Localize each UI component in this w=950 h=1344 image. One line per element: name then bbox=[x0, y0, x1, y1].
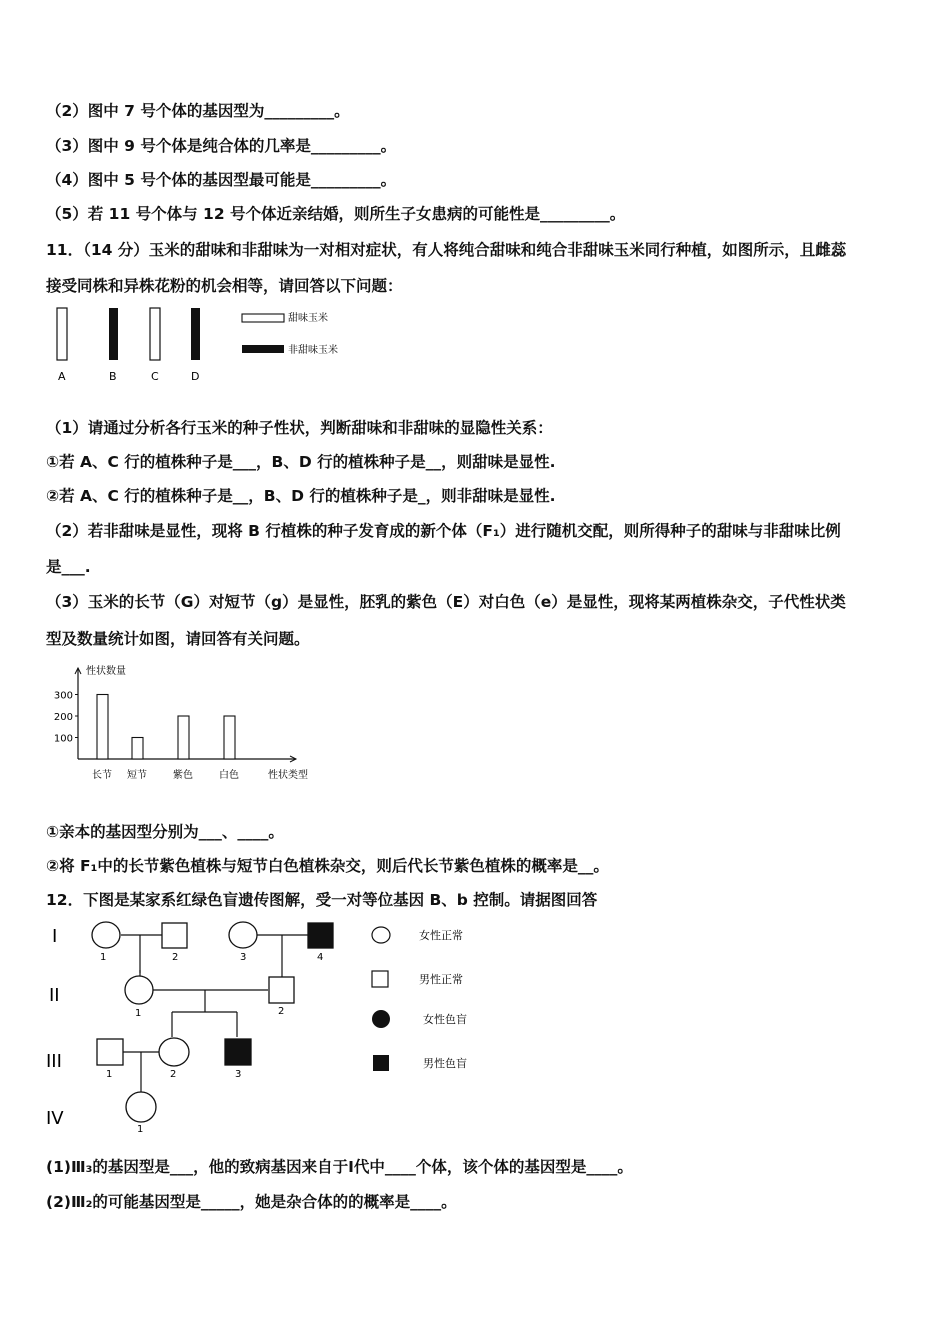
q12-part2: (2)Ⅲ₂的可能基因型是_____，她是杂合体的的概率是____。 bbox=[46, 1193, 457, 1211]
iv-1-number: 1 bbox=[137, 1124, 144, 1135]
iii-3-number: 3 bbox=[235, 1069, 242, 1080]
ii-1-female-normal bbox=[125, 976, 153, 1004]
q12-part1: (1)Ⅲ₃的基因型是___，他的致病基因来自于Ⅰ代中____个体，该个体的基因型是____。 bbox=[46, 1158, 633, 1176]
ii-2-number: 2 bbox=[278, 1006, 285, 1017]
i-3-number: 3 bbox=[240, 952, 247, 963]
iii-1-number: 1 bbox=[106, 1069, 113, 1080]
row-label-a: A bbox=[58, 370, 66, 383]
q11-part3-line1: （3）玉米的长节（G）对短节（g）是显性，胚乳的紫色（E）对白色（e）是显性，现将某两植株杂交，子代性状类 bbox=[46, 593, 846, 611]
legend-female-normal-label: 女性正常 bbox=[419, 929, 463, 942]
trait-count-chart bbox=[46, 660, 326, 790]
row-a-sweet bbox=[57, 308, 67, 360]
q11-part1-case2: ②若 A、C 行的植株种子是__，B、D 行的植株种子是_，则非甜味是显性. bbox=[46, 487, 556, 505]
row-d-nonsweet bbox=[191, 308, 200, 360]
iv-1-female-normal bbox=[126, 1092, 156, 1122]
q11-part1-case1: ①若 A、C 行的植株种子是___，B、D 行的植株种子是__，则甜味是显性. bbox=[46, 453, 556, 471]
chart-bar-2 bbox=[132, 738, 143, 760]
chart-xlabel: 性状类型 bbox=[268, 770, 308, 781]
generation-label-i: I bbox=[52, 926, 58, 947]
legend-male-colorblind-symbol bbox=[373, 1055, 389, 1071]
q12-stem: 12．下图是某家系红绿色盲遗传图解，受一对等位基因 B、b 控制。请据图回答 bbox=[46, 891, 598, 909]
legend-sweet-swatch bbox=[242, 314, 284, 322]
q11-part3-sub2: ②将 F₁中的长节紫色植株与短节白色植株杂交，则后代长节紫色植株的概率是__。 bbox=[46, 857, 609, 875]
iii-3-male-colorblind bbox=[225, 1039, 251, 1065]
q10-part2: （2）图中 7 号个体的基因型为_________。 bbox=[46, 102, 350, 120]
iii-2-female-normal bbox=[159, 1038, 189, 1066]
legend-female-colorblind-label: 女性色盲 bbox=[423, 1013, 467, 1026]
chart-y-tick-label: 300 bbox=[53, 690, 73, 702]
legend-nonsweet-label: 非甜味玉米 bbox=[288, 345, 338, 356]
q11-stem-line1: 11．（14 分）玉米的甜味和非甜味为一对相对症状，有人将纯合甜味和纯合非甜味玉米同行种植，如图所示，且雌蕊 bbox=[46, 241, 847, 259]
q10-part5: （5）若 11 号个体与 12 号个体近亲结婚，则所生子女患病的可能性是_________。 bbox=[46, 205, 626, 223]
legend-male-colorblind-label: 男性色盲 bbox=[423, 1057, 467, 1070]
legend-female-colorblind-symbol bbox=[372, 1010, 390, 1028]
chart-category-label: 长节 bbox=[92, 770, 112, 781]
i-1-female-normal bbox=[92, 922, 120, 948]
row-c-sweet bbox=[150, 308, 160, 360]
i-2-number: 2 bbox=[172, 952, 179, 963]
legend-female-normal-symbol bbox=[372, 927, 390, 943]
chart-ylabel: 性状数量 bbox=[86, 666, 126, 677]
q11-part3-sub1: ①亲本的基因型分别为___、____。 bbox=[46, 823, 284, 841]
q11-part2-line2: 是___. bbox=[46, 558, 91, 576]
row-b-nonsweet bbox=[109, 308, 118, 360]
field-figure bbox=[46, 300, 366, 390]
legend-nonsweet-swatch bbox=[242, 345, 284, 353]
q11-part3-line2: 型及数量统计如图，请回答有关问题。 bbox=[46, 630, 310, 648]
i-1-number: 1 bbox=[100, 952, 107, 963]
row-label-c: C bbox=[151, 370, 159, 383]
generation-label-iv: IV bbox=[46, 1108, 64, 1129]
q11-part2-line1: （2）若非甜味是显性，现将 B 行植株的种子发育成的新个体（F₁）进行随机交配，则所得种子的甜味与非甜味比例 bbox=[46, 522, 841, 540]
generation-label-ii: II bbox=[49, 985, 60, 1006]
iii-1-male-normal bbox=[97, 1039, 123, 1065]
ii-1-number: 1 bbox=[135, 1008, 142, 1019]
legend-sweet-label: 甜味玉米 bbox=[288, 313, 328, 324]
generation-label-iii: III bbox=[46, 1051, 62, 1072]
chart-bar-1 bbox=[97, 695, 108, 760]
pedigree-chart bbox=[40, 915, 500, 1140]
q10-part3: （3）图中 9 号个体是纯合体的几率是_________。 bbox=[46, 137, 397, 155]
chart-bar-4 bbox=[224, 716, 235, 759]
row-label-b: B bbox=[109, 370, 117, 383]
ii-2-male-normal bbox=[269, 977, 294, 1003]
q11-stem-line2: 接受同株和异株花粉的机会相等，请回答以下问题： bbox=[46, 277, 403, 295]
chart-y-tick-label: 200 bbox=[53, 712, 73, 723]
chart-category-label: 紫色 bbox=[173, 770, 193, 781]
i-3-female-normal bbox=[229, 922, 257, 948]
q10-part4: （4）图中 5 号个体的基因型最可能是_________。 bbox=[46, 171, 397, 189]
i-2-male-normal bbox=[162, 923, 187, 948]
legend-male-normal-label: 男性正常 bbox=[419, 973, 463, 986]
chart-category-label: 白色 bbox=[219, 770, 239, 781]
q11-part1: （1）请通过分析各行玉米的种子性状，判断甜味和非甜味的显隐性关系： bbox=[46, 419, 553, 437]
i-4-number: 4 bbox=[317, 952, 324, 963]
chart-category-label: 短节 bbox=[127, 770, 147, 781]
chart-bar-3 bbox=[178, 716, 189, 759]
row-label-d: D bbox=[191, 370, 200, 383]
iii-2-number: 2 bbox=[170, 1069, 177, 1080]
i-4-male-colorblind bbox=[308, 923, 333, 948]
chart-y-tick-label: 100 bbox=[53, 733, 73, 745]
legend-male-normal-symbol bbox=[372, 971, 388, 987]
